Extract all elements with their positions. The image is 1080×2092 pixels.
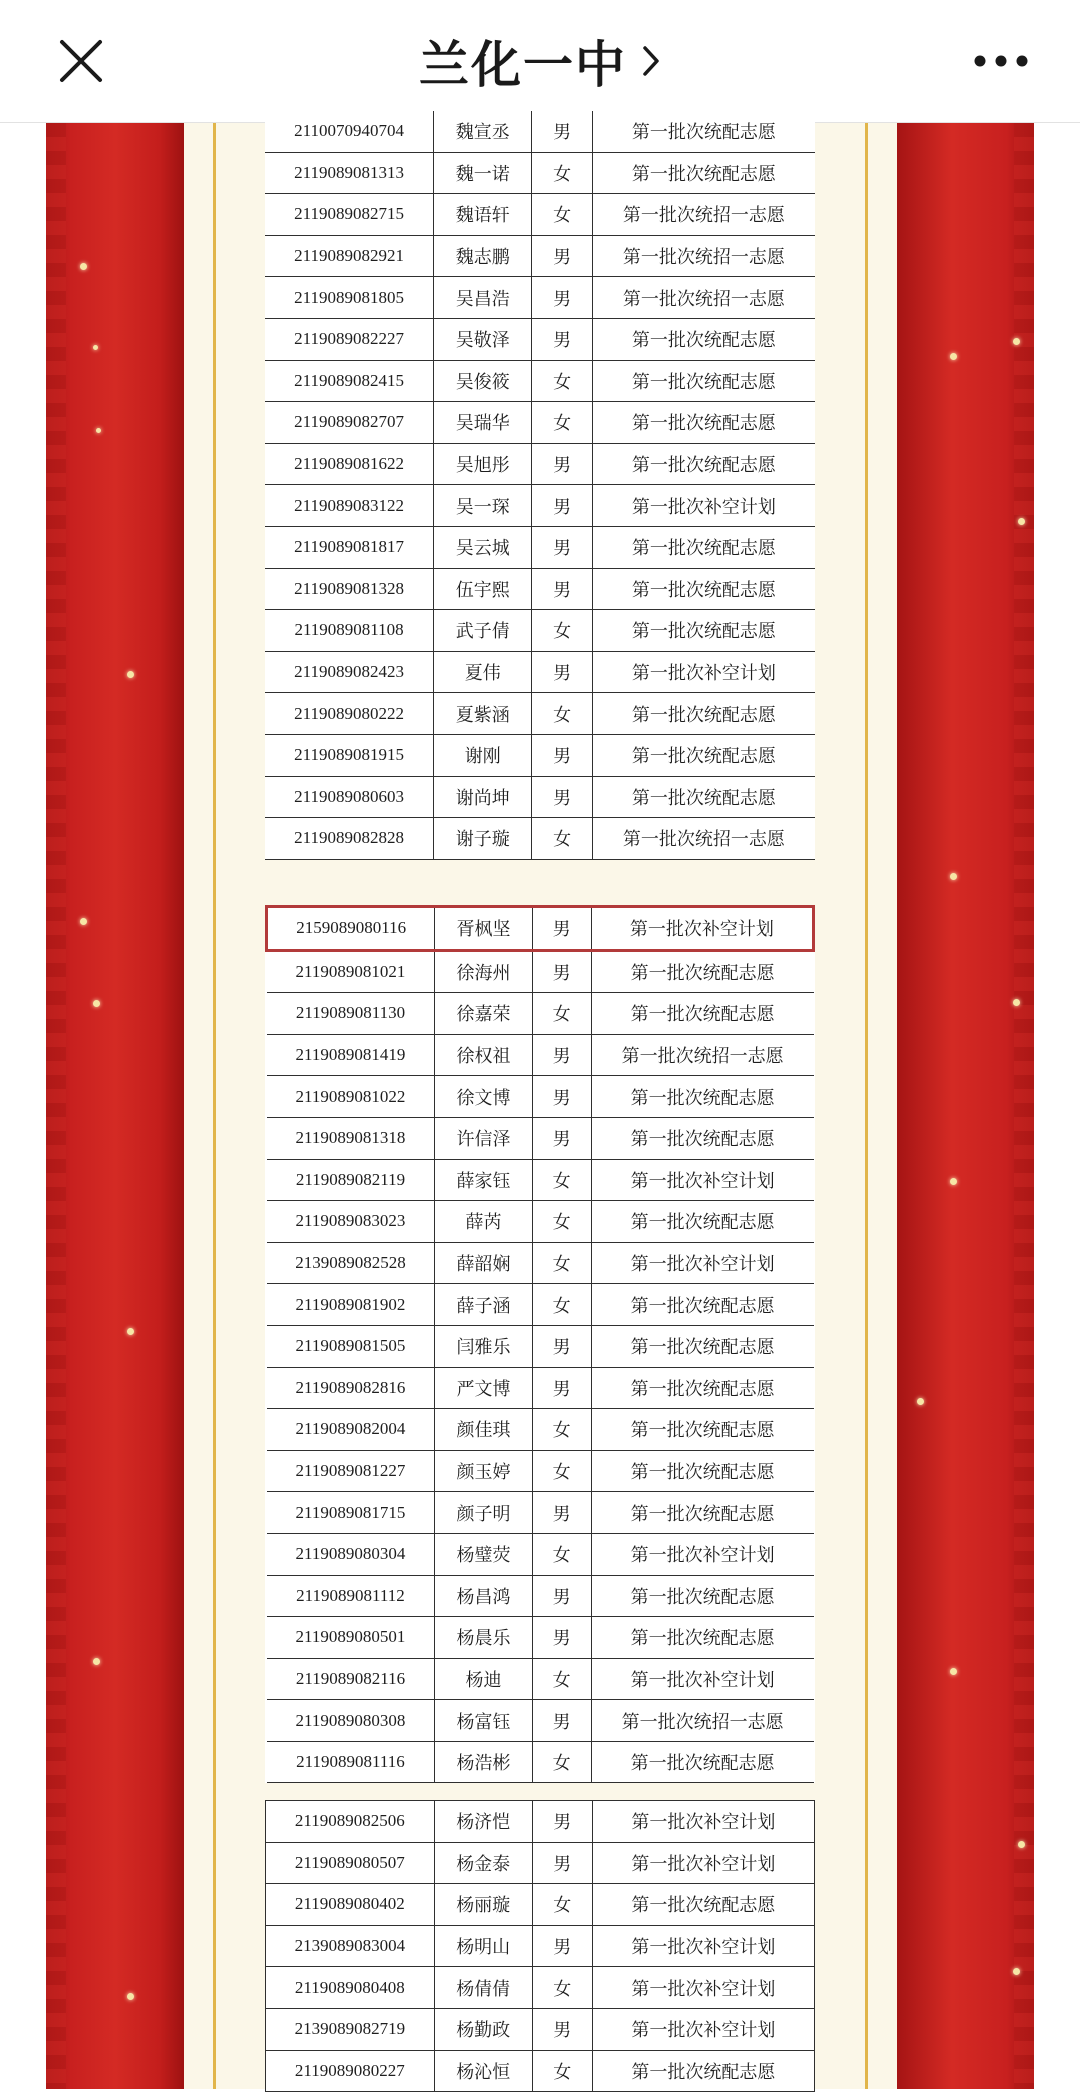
table-row (265, 277, 815, 319)
student-name-cell: 吴敬泽 (434, 318, 532, 360)
student-id-cell: 2119089082921 (265, 235, 434, 277)
sparkle-decoration (950, 353, 957, 360)
student-name-cell: 杨晨乐 (435, 1617, 532, 1659)
student-id-cell: 2119089082116 (267, 1658, 435, 1700)
student-name-cell: 杨迪 (435, 1658, 532, 1700)
admission-plan-cell: 第一批次统招一志愿 (592, 277, 815, 319)
admission-list (265, 123, 815, 2089)
sparkle-decoration (1013, 338, 1020, 345)
gender-cell: 男 (532, 1325, 591, 1367)
admission-plan-cell: 第一批次补空计划 (592, 1801, 814, 1843)
table-row (267, 907, 814, 951)
student-name-cell: 杨倩倩 (434, 1967, 532, 2009)
table-row (265, 360, 815, 402)
gender-cell: 女 (532, 1284, 591, 1326)
student-id-cell: 2119089083023 (267, 1201, 435, 1243)
table-row (265, 194, 815, 236)
admission-plan-cell: 第一批次补空计划 (592, 1842, 814, 1884)
student-name-cell: 薛家钰 (435, 1159, 532, 1201)
gender-cell: 男 (532, 950, 591, 993)
gender-cell: 男 (532, 568, 592, 610)
admission-table-2 (265, 905, 815, 1783)
student-name-cell: 吴瑞华 (434, 402, 532, 444)
gender-cell: 男 (532, 526, 592, 568)
table-row (265, 485, 815, 527)
admission-table-1 (265, 111, 815, 860)
admission-plan-cell: 第一批次补空计划 (592, 1967, 814, 2009)
gender-cell: 女 (532, 152, 592, 194)
student-id-cell: 2119089083122 (265, 485, 434, 527)
student-id-cell: 2119089081313 (265, 152, 434, 194)
student-name-cell: 伍宇熙 (434, 568, 532, 610)
student-name-cell: 谢刚 (434, 734, 532, 776)
table-row (267, 1242, 814, 1284)
more-options-button[interactable] (966, 36, 1036, 86)
gender-cell: 女 (532, 1967, 592, 2009)
student-id-cell: 2119089080603 (265, 776, 434, 818)
gender-cell: 男 (532, 1076, 591, 1118)
student-name-cell: 夏紫涵 (434, 693, 532, 735)
gender-cell: 女 (532, 1741, 591, 1783)
admission-plan-cell: 第一批次统配志愿 (592, 152, 815, 194)
student-id-cell: 2119089081021 (267, 950, 435, 993)
student-id-cell: 2119089081227 (267, 1450, 435, 1492)
admission-plan-cell: 第一批次统配志愿 (592, 2050, 814, 2092)
student-name-cell: 薛韶娴 (435, 1242, 532, 1284)
student-id-cell: 2119089080227 (266, 2050, 435, 2092)
gender-cell: 男 (532, 1700, 591, 1742)
student-name-cell: 吴俊筱 (434, 360, 532, 402)
table-row (267, 950, 814, 993)
admission-plan-cell: 第一批次统配志愿 (591, 1450, 813, 1492)
admission-plan-cell: 第一批次补空计划 (591, 907, 813, 951)
table-row (265, 152, 815, 194)
table-row (267, 1034, 814, 1076)
student-name-cell: 徐嘉荣 (435, 993, 532, 1035)
admission-plan-cell: 第一批次统配志愿 (591, 1076, 813, 1118)
gender-cell: 男 (532, 1117, 591, 1159)
student-name-cell: 魏语轩 (434, 194, 532, 236)
table-row (266, 1925, 815, 1967)
admission-plan-cell: 第一批次统配志愿 (592, 610, 815, 652)
gender-cell: 女 (532, 2050, 592, 2092)
student-id-cell: 2119089080501 (267, 1617, 435, 1659)
table-row (265, 651, 815, 693)
chevron-right-icon (641, 44, 661, 78)
table-row (265, 526, 815, 568)
student-name-cell: 杨金泰 (434, 1842, 532, 1884)
student-id-cell: 2119089082828 (265, 818, 434, 860)
table-row (266, 1967, 815, 2009)
student-id-cell: 2119089081022 (267, 1076, 435, 1118)
table-row (267, 1617, 814, 1659)
admission-plan-cell: 第一批次统配志愿 (592, 1884, 814, 1926)
admission-plan-cell: 第一批次统配志愿 (591, 1367, 813, 1409)
admission-plan-cell: 第一批次补空计划 (592, 2008, 814, 2050)
student-name-cell: 吴旭彤 (434, 443, 532, 485)
gender-cell: 女 (532, 610, 592, 652)
sparkle-decoration (96, 428, 101, 433)
admission-plan-cell: 第一批次统招一志愿 (591, 1700, 813, 1742)
student-name-cell: 吴一琛 (434, 485, 532, 527)
student-id-cell: 2119089081130 (267, 993, 435, 1035)
student-id-cell: 2119089081108 (265, 610, 434, 652)
admission-plan-cell: 第一批次统配志愿 (591, 1325, 813, 1367)
gender-cell: 女 (532, 360, 592, 402)
table-row (265, 111, 815, 152)
student-name-cell: 魏一诺 (434, 152, 532, 194)
admission-plan-cell: 第一批次补空计划 (591, 1242, 813, 1284)
student-name-cell: 颜玉婷 (435, 1450, 532, 1492)
student-id-cell: 2119089082227 (265, 318, 434, 360)
gender-cell: 女 (532, 1409, 591, 1451)
close-button[interactable] (50, 30, 112, 92)
gender-cell: 男 (532, 277, 592, 319)
student-name-cell: 胥枫坚 (435, 907, 532, 951)
admission-plan-cell: 第一批次统配志愿 (592, 318, 815, 360)
student-id-cell: 2119089081318 (267, 1117, 435, 1159)
admission-plan-cell: 第一批次补空计划 (591, 1159, 813, 1201)
admission-plan-cell: 第一批次补空计划 (592, 1925, 814, 1967)
table-row (267, 993, 814, 1035)
table-row (265, 818, 815, 860)
gender-cell: 男 (532, 734, 592, 776)
student-name-cell: 吴云城 (434, 526, 532, 568)
admission-plan-cell: 第一批次统配志愿 (591, 1117, 813, 1159)
admission-plan-cell: 第一批次统配志愿 (592, 734, 815, 776)
sparkle-decoration (950, 873, 957, 880)
student-name-cell: 杨昌鸿 (435, 1575, 532, 1617)
student-name-cell: 吴昌浩 (434, 277, 532, 319)
admission-plan-cell: 第一批次统招一志愿 (592, 235, 815, 277)
sparkle-decoration (950, 1668, 957, 1675)
sparkle-decoration (1013, 1968, 1020, 1975)
table-row (265, 443, 815, 485)
student-name-cell: 杨济恺 (434, 1801, 532, 1843)
gender-cell: 男 (532, 1575, 591, 1617)
student-name-cell: 杨富钰 (435, 1700, 532, 1742)
table-row (265, 734, 815, 776)
admission-plan-cell: 第一批次补空计划 (591, 1658, 813, 1700)
student-id-cell: 2119089081817 (265, 526, 434, 568)
student-id-cell: 2119089081419 (267, 1034, 435, 1076)
admission-plan-cell: 第一批次统配志愿 (591, 950, 813, 993)
student-id-cell: 2119089081902 (267, 1284, 435, 1326)
sparkle-decoration (917, 1398, 924, 1405)
student-id-cell: 2119089080507 (266, 1842, 435, 1884)
student-id-cell: 2119089081622 (265, 443, 434, 485)
gender-cell: 男 (532, 776, 592, 818)
student-name-cell: 颜子明 (435, 1492, 532, 1534)
gender-cell: 男 (532, 235, 592, 277)
table-row (266, 2008, 815, 2050)
student-name-cell: 杨璧荧 (435, 1533, 532, 1575)
student-name-cell: 徐海州 (435, 950, 532, 993)
student-name-cell: 严文博 (435, 1367, 532, 1409)
gender-cell: 男 (532, 1492, 591, 1534)
gender-cell: 男 (532, 1801, 592, 1843)
close-icon (58, 38, 104, 84)
student-id-cell: 2119089081915 (265, 734, 434, 776)
student-name-cell: 徐文博 (435, 1076, 532, 1118)
table-row (267, 1700, 814, 1742)
student-id-cell: 2119089080304 (267, 1533, 435, 1575)
table-row (267, 1741, 814, 1783)
gender-cell: 男 (532, 1617, 591, 1659)
table-row (267, 1117, 814, 1159)
student-name-cell: 魏志鹏 (434, 235, 532, 277)
table-row (267, 1159, 814, 1201)
gender-cell: 女 (532, 818, 592, 860)
student-id-cell: 2119089082004 (267, 1409, 435, 1451)
gender-cell: 男 (532, 111, 592, 152)
admission-plan-cell: 第一批次统配志愿 (591, 1201, 813, 1243)
table-row (267, 1575, 814, 1617)
student-id-cell: 2119089082415 (265, 360, 434, 402)
gender-cell: 男 (532, 318, 592, 360)
table-row (267, 1284, 814, 1326)
sparkle-decoration (1018, 1841, 1025, 1848)
sparkle-decoration (950, 1178, 957, 1185)
student-id-cell: 2119089081328 (265, 568, 434, 610)
table-row (265, 776, 815, 818)
gender-cell: 男 (532, 1925, 592, 1967)
gender-cell: 女 (532, 1884, 592, 1926)
table-row (265, 235, 815, 277)
admission-plan-cell: 第一批次统配志愿 (591, 1284, 813, 1326)
gender-cell: 女 (532, 194, 592, 236)
gender-cell: 女 (532, 993, 591, 1035)
table-row (267, 1658, 814, 1700)
left-red-banner (46, 123, 184, 2089)
table-row (265, 610, 815, 652)
admission-plan-cell: 第一批次统配志愿 (591, 1409, 813, 1451)
student-name-cell: 武子倩 (434, 610, 532, 652)
admission-plan-cell: 第一批次统配志愿 (592, 568, 815, 610)
admission-table-3 (265, 1800, 815, 2092)
more-dots-icon (973, 54, 1029, 68)
sparkle-decoration (93, 345, 98, 350)
admission-plan-cell: 第一批次统配志愿 (592, 111, 815, 152)
sparkle-decoration (127, 1993, 134, 2000)
gender-cell: 女 (532, 1450, 591, 1492)
student-name-cell: 闫雅乐 (435, 1325, 532, 1367)
student-id-cell: 2119089081112 (267, 1575, 435, 1617)
admission-plan-cell: 第一批次补空计划 (592, 485, 815, 527)
student-name-cell: 许信泽 (435, 1117, 532, 1159)
gold-border-right (865, 123, 868, 2089)
gender-cell: 男 (532, 1367, 591, 1409)
table-row (266, 1884, 815, 1926)
student-name-cell: 杨丽璇 (434, 1884, 532, 1926)
student-name-cell: 谢尚坤 (434, 776, 532, 818)
table-row (267, 1450, 814, 1492)
table-row (267, 1492, 814, 1534)
sparkle-decoration (80, 918, 87, 925)
gender-cell: 男 (532, 651, 592, 693)
admission-plan-cell: 第一批次补空计划 (592, 651, 815, 693)
student-name-cell: 魏宣丞 (434, 111, 532, 152)
table-row (265, 318, 815, 360)
admission-plan-cell: 第一批次统配志愿 (591, 1492, 813, 1534)
admission-plan-cell: 第一批次统配志愿 (592, 526, 815, 568)
gender-cell: 女 (532, 1658, 591, 1700)
student-id-cell: 2119089080308 (267, 1700, 435, 1742)
gender-cell: 男 (532, 2008, 592, 2050)
admission-plan-cell: 第一批次统配志愿 (592, 402, 815, 444)
admission-plan-cell: 第一批次统配志愿 (591, 1575, 813, 1617)
table-row (265, 693, 815, 735)
student-id-cell: 2119089080402 (266, 1884, 435, 1926)
gender-cell: 男 (532, 1842, 592, 1884)
page-title: 兰化一中 (419, 36, 627, 94)
table-row (266, 1842, 815, 1884)
student-name-cell: 薛子涵 (435, 1284, 532, 1326)
student-id-cell: 2119089082715 (265, 194, 434, 236)
account-title-link[interactable] (419, 25, 661, 97)
table-row (267, 1201, 814, 1243)
student-id-cell: 2119089080222 (265, 693, 434, 735)
table-row (266, 2050, 815, 2092)
student-name-cell: 徐权祖 (435, 1034, 532, 1076)
student-id-cell: 2159089080116 (267, 907, 435, 951)
student-name-cell: 夏伟 (434, 651, 532, 693)
gender-cell: 男 (532, 907, 591, 951)
gender-cell: 男 (532, 443, 592, 485)
student-id-cell: 2119089081505 (267, 1325, 435, 1367)
sparkle-decoration (1018, 518, 1025, 525)
table-row (267, 1409, 814, 1451)
admission-plan-cell: 第一批次补空计划 (591, 1533, 813, 1575)
gender-cell: 女 (532, 1201, 591, 1243)
sparkle-decoration (1013, 999, 1020, 1006)
student-id-cell: 2119089082707 (265, 402, 434, 444)
gender-cell: 女 (532, 402, 592, 444)
student-name-cell: 薛芮 (435, 1201, 532, 1243)
student-id-cell: 2139089082528 (267, 1242, 435, 1284)
admission-plan-cell: 第一批次统招一志愿 (592, 194, 815, 236)
student-name-cell: 杨浩彬 (435, 1741, 532, 1783)
gender-cell: 男 (532, 1034, 591, 1076)
student-name-cell: 谢子璇 (434, 818, 532, 860)
gender-cell: 女 (532, 693, 592, 735)
student-id-cell: 2110070940704 (265, 111, 434, 152)
top-nav-bar (0, 0, 1080, 123)
student-id-cell: 2119089081805 (265, 277, 434, 319)
admission-plan-cell: 第一批次统配志愿 (592, 693, 815, 735)
table-row (267, 1533, 814, 1575)
admission-plan-cell: 第一批次统招一志愿 (592, 818, 815, 860)
admission-plan-cell: 第一批次统配志愿 (591, 1617, 813, 1659)
student-id-cell: 2119089082506 (266, 1801, 435, 1843)
student-name-cell: 颜佳琪 (435, 1409, 532, 1451)
right-red-banner (897, 123, 1034, 2089)
gender-cell: 男 (532, 485, 592, 527)
student-id-cell: 2119089081116 (267, 1741, 435, 1783)
student-id-cell: 2119089082423 (265, 651, 434, 693)
gender-cell: 女 (532, 1242, 591, 1284)
student-name-cell: 杨勤政 (434, 2008, 532, 2050)
student-id-cell: 2139089083004 (266, 1925, 435, 1967)
student-id-cell: 2119089082816 (267, 1367, 435, 1409)
gold-border-left (213, 123, 216, 2089)
student-id-cell: 2119089082119 (267, 1159, 435, 1201)
sparkle-decoration (80, 263, 87, 270)
sparkle-decoration (93, 1658, 100, 1665)
gender-cell: 女 (532, 1159, 591, 1201)
student-id-cell: 2119089081715 (267, 1492, 435, 1534)
table-row (265, 402, 815, 444)
sparkle-decoration (127, 1328, 134, 1335)
admission-plan-cell: 第一批次统配志愿 (591, 993, 813, 1035)
student-name-cell: 杨沁恒 (434, 2050, 532, 2092)
admission-plan-cell: 第一批次统配志愿 (592, 360, 815, 402)
student-id-cell: 2139089082719 (266, 2008, 435, 2050)
sparkle-decoration (93, 1000, 100, 1007)
student-name-cell: 杨明山 (434, 1925, 532, 1967)
admission-plan-cell: 第一批次统配志愿 (591, 1741, 813, 1783)
table-row (265, 568, 815, 610)
gender-cell: 女 (532, 1533, 591, 1575)
sparkle-decoration (127, 671, 134, 678)
table-row (267, 1325, 814, 1367)
admission-plan-cell: 第一批次统招一志愿 (591, 1034, 813, 1076)
table-row (266, 1801, 815, 1843)
announcement-poster (0, 123, 1080, 2089)
admission-plan-cell: 第一批次统配志愿 (592, 776, 815, 818)
student-id-cell: 2119089080408 (266, 1967, 435, 2009)
table-row (267, 1367, 814, 1409)
table-row (267, 1076, 814, 1118)
admission-plan-cell: 第一批次统配志愿 (592, 443, 815, 485)
